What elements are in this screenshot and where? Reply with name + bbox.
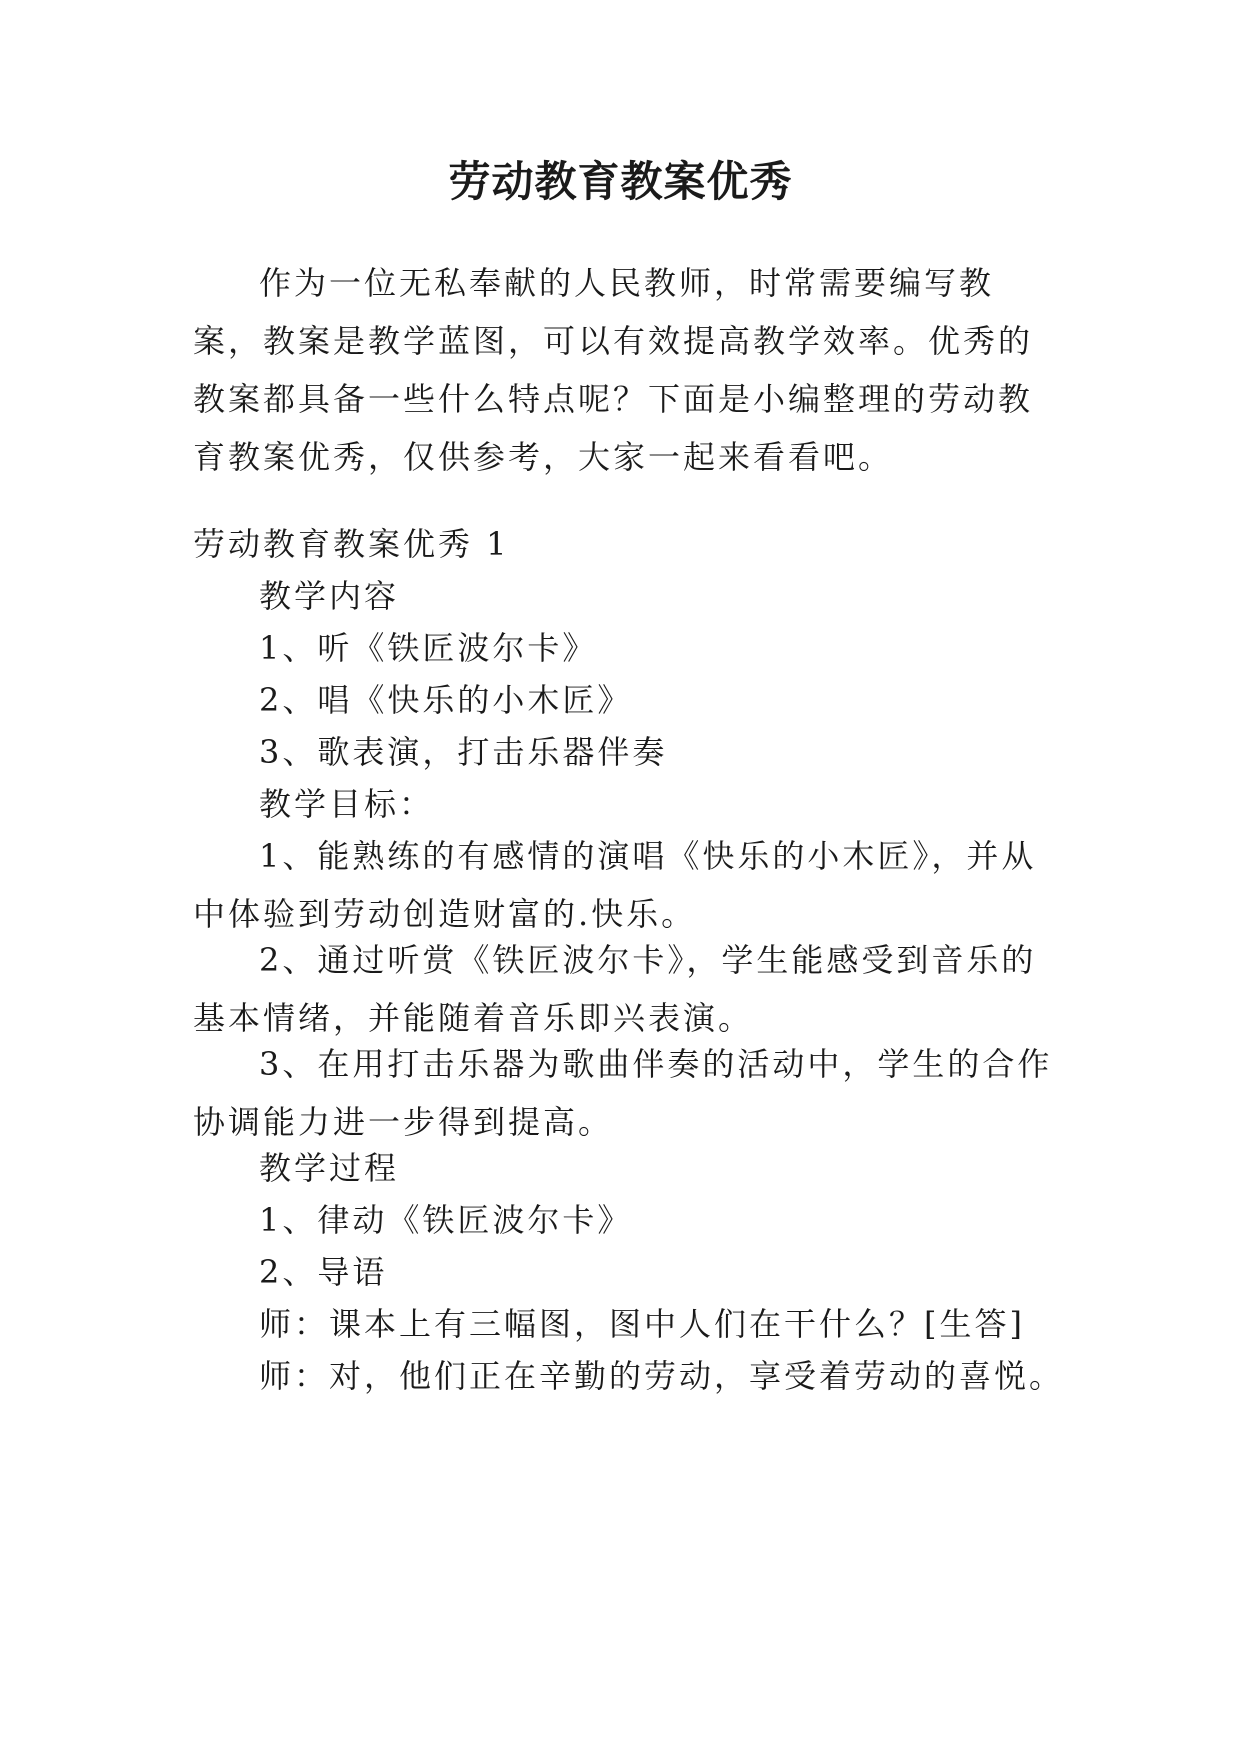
- process-item: 1、律动《铁匠波尔卡》: [259, 1201, 633, 1239]
- goal-item: 3、在用打击乐器为歌曲伴奏的活动中，学生的合作协调能力进一步得到提高。: [193, 1045, 1053, 1141]
- content-heading: 教学内容: [259, 577, 400, 615]
- dialogue-line: 师：对，他们正在辛勤的劳动，享受着劳动的喜悦。: [259, 1357, 1065, 1395]
- process-item: 2、导语: [259, 1253, 388, 1291]
- process-heading: 教学过程: [259, 1149, 400, 1187]
- section-heading: 劳动教育教案优秀 1: [193, 525, 510, 563]
- content-item: 1、听《铁匠波尔卡》: [259, 629, 598, 667]
- dialogue-line: 师：课本上有三幅图，图中人们在干什么？[生答]: [259, 1305, 1025, 1343]
- content-item: 2、唱《快乐的小木匠》: [259, 681, 633, 719]
- goals-heading: 教学目标：: [259, 785, 435, 823]
- document-title: 劳动教育教案优秀: [448, 157, 793, 206]
- content-item: 3、歌表演，打击乐器伴奏: [259, 733, 668, 771]
- goal-item: 2、通过听赏《铁匠波尔卡》，学生能感受到音乐的基本情绪，并能随着音乐即兴表演。: [193, 941, 1037, 1037]
- goal-item: 1、能熟练的有感情的演唱《快乐的小木匠》，并从中体验到劳动创造财富的.快乐。: [193, 837, 1037, 933]
- intro-paragraph: 作为一位无私奉献的人民教师，时常需要编写教案，教案是教学蓝图，可以有效提高教学效率。优秀的教案都具备一些什么特点呢？下面是小编整理的劳动教育教案优秀，仅供参考，大家一起来看看吧。: [193, 264, 1034, 476]
